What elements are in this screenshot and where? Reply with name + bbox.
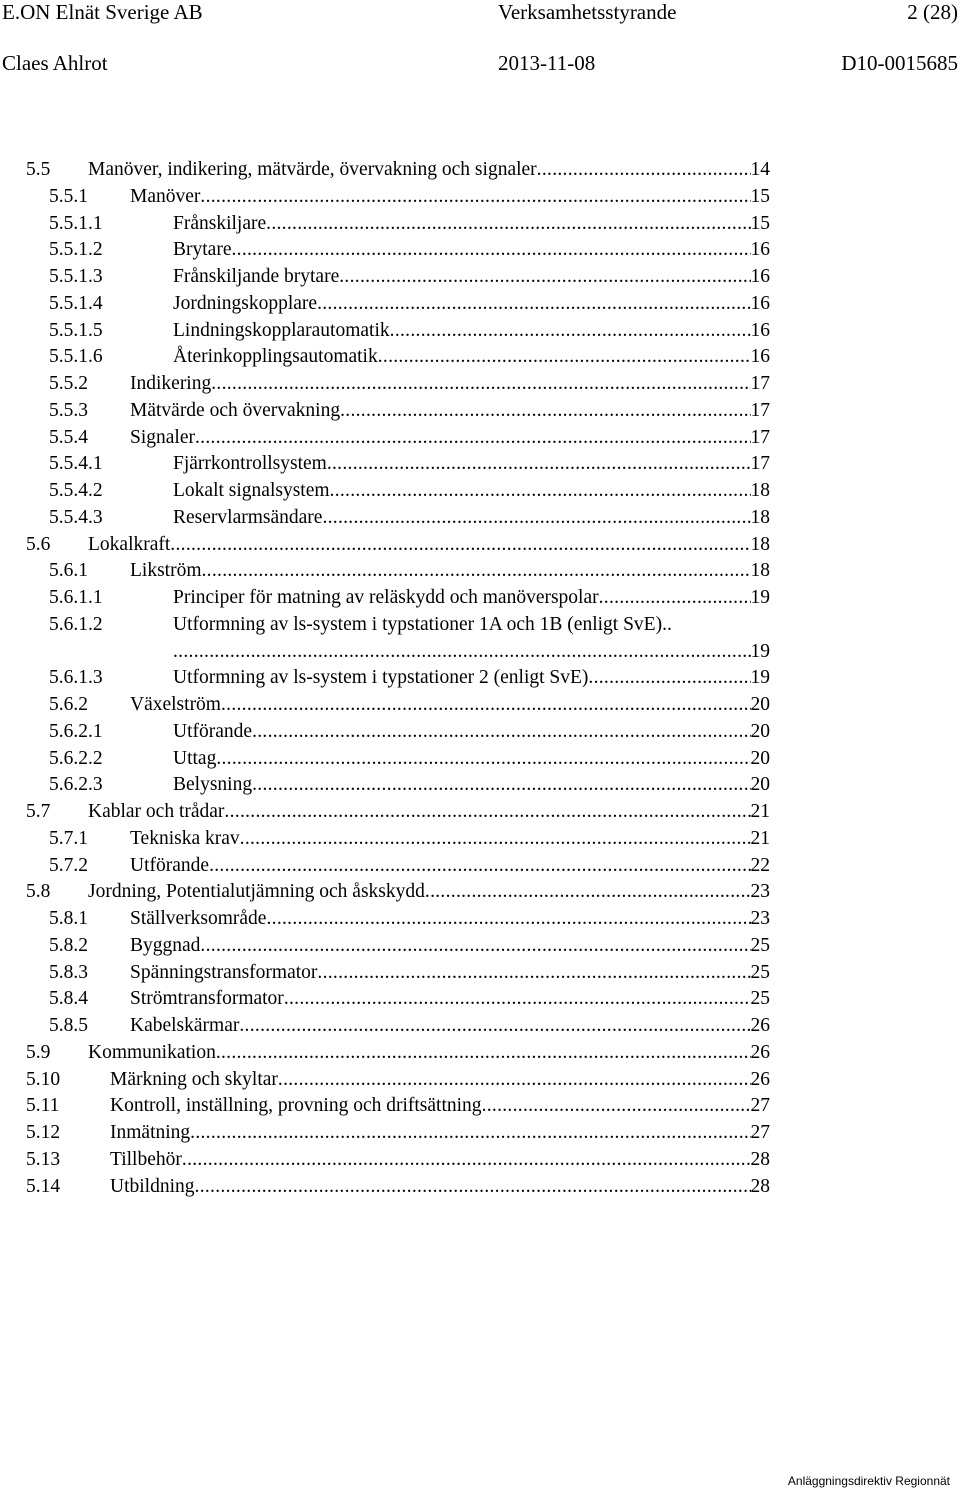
document-date: 2013-11-08 <box>498 51 596 75</box>
toc-entry-title: Utförande <box>173 720 253 742</box>
toc-entry-page: 17 <box>750 399 770 421</box>
toc-entry-title: Lokalkraft <box>88 533 171 555</box>
toc-entry[interactable] <box>0 1013 960 1039</box>
toc-entry-number: 5.6.2.1 <box>49 720 103 742</box>
toc-entry-number: 5.9 <box>26 1041 51 1063</box>
toc-entry-title: Lokalt signalsystem <box>173 480 330 501</box>
toc-entry-title: Utformning av ls-system i typstationer 1A och 1B (enligt SvE).. <box>173 613 672 635</box>
toc-entry-number: 5.11 <box>26 1095 60 1117</box>
toc-entry-number: 5.13 <box>26 1148 61 1170</box>
toc-dot-leader <box>252 719 750 745</box>
toc-entry-page: 21 <box>750 827 770 849</box>
toc-entry-number: 5.5.1.3 <box>49 266 103 287</box>
toc-entry[interactable] <box>0 532 960 558</box>
toc-dot-leader <box>266 211 750 237</box>
toc-entry[interactable] <box>0 478 960 504</box>
toc-entry-title: Utbildning <box>110 1175 195 1197</box>
toc-entry[interactable] <box>0 879 960 905</box>
toc-dot-leader <box>224 799 750 825</box>
toc-entry[interactable] <box>0 398 960 424</box>
toc-entry[interactable] <box>0 585 960 611</box>
toc-entry-title: Uttag <box>173 747 217 769</box>
toc-entry-page: 26 <box>750 1068 770 1090</box>
toc-entry-title: Kontroll, inställning, provning och driftsättning <box>110 1095 482 1117</box>
toc-entry-page: 22 <box>750 854 770 876</box>
toc-dot-leader <box>266 906 750 932</box>
toc-entry-title: Kabelskärmar <box>130 1015 240 1036</box>
toc-entry-title: Kablar och trådar <box>88 801 225 822</box>
toc-entry-number: 5.5.1.2 <box>49 239 103 261</box>
toc-entry-number: 5.5.2 <box>49 373 88 394</box>
toc-entry-title: Principer för matning av reläskydd och manöverspolar <box>173 587 599 608</box>
document-title: Verksamhetsstyrande <box>498 0 677 24</box>
toc-entry-title: Märkning och skyltar <box>110 1068 278 1090</box>
toc-entry-title: Inmätning <box>110 1122 191 1143</box>
toc-dot-leader <box>322 505 750 531</box>
toc-entry[interactable] <box>0 184 960 210</box>
toc-entry[interactable] <box>0 746 960 772</box>
toc-entry[interactable] <box>0 906 960 932</box>
toc-dot-leader <box>231 237 750 263</box>
toc-entry-title: Brytare <box>173 239 232 261</box>
toc-entry-page: 18 <box>750 560 770 582</box>
toc-entry-page: 18 <box>750 506 770 528</box>
toc-entry-page: 25 <box>750 961 770 983</box>
toc-entry[interactable] <box>0 318 960 344</box>
toc-entry-number: 5.6.2 <box>49 694 88 715</box>
toc-entry-title: Manöver, indikering, mätvärde, övervakning och signaler <box>88 159 537 180</box>
toc-entry-title: Jordning, Potentialutjämning och åskskydd <box>88 881 425 903</box>
toc-entry-page: 15 <box>750 212 770 234</box>
toc-entry[interactable] <box>0 853 960 879</box>
toc-entry[interactable] <box>0 1067 960 1093</box>
toc-entry[interactable] <box>0 612 960 638</box>
toc-entry-page: 16 <box>750 346 770 368</box>
toc-entry-number: 5.5.1.6 <box>49 346 103 368</box>
toc-entry-number: 5.6.1.1 <box>49 587 103 608</box>
toc-entry-page: 27 <box>750 1095 770 1117</box>
toc-entry-number: 5.7.1 <box>49 827 88 849</box>
toc-dot-leader <box>200 184 750 210</box>
toc-entry-title: Indikering <box>130 373 212 394</box>
toc-dot-leader <box>317 291 750 317</box>
page-number: 2 (28) <box>907 0 958 24</box>
toc-entry[interactable] <box>0 558 960 584</box>
toc-entry-number: 5.5 <box>26 159 51 180</box>
toc-entry-page: 15 <box>750 185 770 207</box>
toc-entry-page: 19 <box>750 667 770 689</box>
toc-entry-page: 20 <box>750 774 770 796</box>
toc-entry-number: 5.5.3 <box>49 399 88 421</box>
toc-dot-leader <box>200 933 750 959</box>
toc-entry-page: 17 <box>750 426 770 448</box>
toc-entry-title: Tekniska krav <box>130 827 240 849</box>
author-name: Claes Ahlrot <box>2 51 108 75</box>
toc-entry[interactable] <box>0 264 960 290</box>
toc-dot-leader <box>173 639 751 665</box>
toc-entry[interactable] <box>0 371 960 397</box>
toc-entry-number: 5.8 <box>26 881 51 903</box>
toc-entry-number: 5.14 <box>26 1175 61 1197</box>
toc-entry-page: 20 <box>750 720 770 742</box>
toc-entry-number: 5.12 <box>26 1122 61 1143</box>
toc-entry-number: 5.7 <box>26 801 51 822</box>
toc-dot-leader <box>284 986 751 1012</box>
toc-dot-leader <box>211 371 750 397</box>
toc-entry-title: Strömtransformator <box>130 988 284 1010</box>
toc-entry[interactable] <box>0 665 960 691</box>
toc-entry-page: 28 <box>750 1148 770 1170</box>
toc-entry-page: 19 <box>750 587 770 608</box>
toc-dot-leader <box>317 960 750 986</box>
toc-entry-page: 19 <box>750 640 770 662</box>
toc-entry[interactable] <box>0 799 960 825</box>
toc-entry[interactable] <box>0 772 960 798</box>
toc-dot-leader <box>216 1040 751 1066</box>
toc-dot-leader <box>240 826 751 852</box>
toc-dot-leader <box>588 665 750 691</box>
toc-entry-title: Återinkopplingsautomatik <box>173 346 378 368</box>
toc-entry-page: 18 <box>750 533 770 555</box>
toc-entry-number: 5.10 <box>26 1068 61 1090</box>
toc-entry-title: Frånskiljande brytare <box>173 266 340 287</box>
toc-entry[interactable] <box>0 451 960 477</box>
toc-entry-page: 17 <box>750 453 770 475</box>
toc-dot-leader <box>599 585 751 611</box>
toc-dot-leader <box>252 772 750 798</box>
toc-entry-page: 18 <box>750 480 770 501</box>
toc-entry[interactable] <box>0 719 960 745</box>
toc-entry-page: 16 <box>750 292 770 314</box>
toc-entry-page: 20 <box>750 747 770 769</box>
toc-entry[interactable] <box>0 933 960 959</box>
company-name: E.ON Elnät Sverige AB <box>2 0 203 24</box>
toc-dot-leader <box>378 344 751 370</box>
toc-entry-page: 23 <box>750 881 770 903</box>
toc-entry-page: 26 <box>750 1015 770 1036</box>
toc-entry-title: Spänningstransformator <box>130 961 318 983</box>
toc-entry[interactable] <box>0 291 960 317</box>
toc-dot-leader <box>216 746 750 772</box>
toc-dot-leader <box>221 692 751 718</box>
toc-entry-title: Likström <box>130 560 202 582</box>
toc-entry-title: Ställverksområde <box>130 908 267 929</box>
toc-entry-number: 5.8.1 <box>49 908 88 929</box>
toc-entry-page: 16 <box>750 266 770 287</box>
toc-dot-leader <box>202 558 751 584</box>
toc-entry-number: 5.5.4.1 <box>49 453 103 475</box>
toc-entry[interactable] <box>0 986 960 1012</box>
toc-entry-title: Belysning <box>173 774 253 796</box>
toc-entry[interactable] <box>0 1174 960 1200</box>
toc-entry-title: Tillbehör <box>110 1148 182 1170</box>
toc-entry-page: 27 <box>750 1122 770 1143</box>
toc-dot-leader <box>339 264 750 290</box>
toc-entry-number: 5.6.2.2 <box>49 747 103 769</box>
toc-entry-title: Reservlarmsändare <box>173 506 323 528</box>
toc-entry[interactable] <box>0 960 960 986</box>
toc-dot-leader <box>482 1093 751 1119</box>
toc-dot-leader <box>209 853 750 879</box>
toc-dot-leader <box>190 1120 750 1146</box>
toc-entry-number: 5.6.1 <box>49 560 88 582</box>
page-footer: Anläggningsdirektiv Regionnät <box>787 1474 950 1488</box>
toc-entry-title: Växelström <box>130 694 221 715</box>
toc-entry[interactable] <box>0 505 960 531</box>
toc-entry-number: 5.5.4.3 <box>49 506 103 528</box>
toc-entry-title: Signaler <box>130 426 195 448</box>
toc-entry-page: 17 <box>750 373 770 394</box>
toc-entry-page: 21 <box>750 801 770 822</box>
toc-entry-title: Byggnad <box>130 934 201 956</box>
toc-entry[interactable] <box>0 344 960 370</box>
toc-entry-number: 5.6.1.2 <box>49 613 103 635</box>
toc-entry-title: Utförande <box>130 854 210 876</box>
toc-entry-number: 5.6.1.3 <box>49 667 103 689</box>
toc-entry-page: 26 <box>750 1041 770 1063</box>
toc-dot-leader <box>278 1067 751 1093</box>
toc-entry-number: 5.5.1 <box>49 185 88 207</box>
toc-entry[interactable] <box>0 237 960 263</box>
toc-entry-page: 14 <box>750 159 770 180</box>
page-header-top <box>0 0 960 25</box>
toc-entry-page: 16 <box>750 239 770 261</box>
toc-entry-number: 5.6.2.3 <box>49 774 103 796</box>
toc-entry-title: Frånskiljare <box>173 212 267 234</box>
toc-entry-title: Jordningskopplare <box>173 292 318 314</box>
toc-entry[interactable] <box>0 826 960 852</box>
toc-dot-leader <box>170 532 750 558</box>
toc-entry-page: 25 <box>750 988 770 1010</box>
toc-entry-page: 20 <box>750 694 770 715</box>
toc-entry-number: 5.8.2 <box>49 934 88 956</box>
toc-entry-title: Fjärrkontrollsystem <box>173 453 327 475</box>
toc-dot-leader <box>195 425 751 451</box>
toc-entry-number: 5.5.4.2 <box>49 480 103 501</box>
toc-dot-leader <box>537 157 751 183</box>
toc-entry-title: Manöver <box>130 185 201 207</box>
toc-dot-leader <box>195 1174 751 1200</box>
toc-entry[interactable] <box>0 157 960 183</box>
toc-entry-page: 28 <box>750 1175 770 1197</box>
toc-dot-leader <box>425 879 751 905</box>
toc-entry-number: 5.5.4 <box>49 426 88 448</box>
toc-dot-leader <box>340 398 750 424</box>
toc-entry-title: Utformning av ls-system i typstationer 2 (enligt SvE) <box>173 667 589 689</box>
toc-entry-number: 5.8.4 <box>49 988 88 1010</box>
toc-entry-number: 5.5.1.4 <box>49 292 103 314</box>
toc-entry-title: Mätvärde och övervakning <box>130 399 341 421</box>
toc-entry-number: 5.6 <box>26 533 51 555</box>
toc-dot-leader <box>330 478 751 504</box>
toc-entry-page: 25 <box>750 934 770 956</box>
toc-entry-number: 5.8.3 <box>49 961 88 983</box>
toc-entry-number: 5.8.5 <box>49 1015 88 1036</box>
toc-entry-page: 23 <box>750 908 770 929</box>
toc-entry[interactable] <box>0 639 960 665</box>
toc-entry[interactable] <box>0 692 960 718</box>
toc-entry[interactable] <box>0 1120 960 1146</box>
toc-entry[interactable] <box>0 1093 960 1119</box>
page-header-bottom <box>0 50 960 76</box>
toc-dot-leader <box>182 1147 751 1173</box>
toc-entry[interactable] <box>0 1040 960 1066</box>
document-id: D10-0015685 <box>841 51 958 75</box>
toc-entry-title: Kommunikation <box>88 1041 216 1063</box>
toc-entry-number: 5.5.1.5 <box>49 319 103 341</box>
toc-dot-leader <box>327 451 751 477</box>
toc-entry-page: 16 <box>750 319 770 341</box>
toc-entry[interactable] <box>0 211 960 237</box>
toc-entry-title: Lindningskopplarautomatik <box>173 319 390 341</box>
toc-dot-leader <box>239 1013 750 1039</box>
toc-entry[interactable] <box>0 425 960 451</box>
toc-entry[interactable] <box>0 1147 960 1173</box>
toc-dot-leader <box>390 318 751 344</box>
toc-entry-number: 5.7.2 <box>49 854 88 876</box>
toc-entry-number: 5.5.1.1 <box>49 212 103 234</box>
